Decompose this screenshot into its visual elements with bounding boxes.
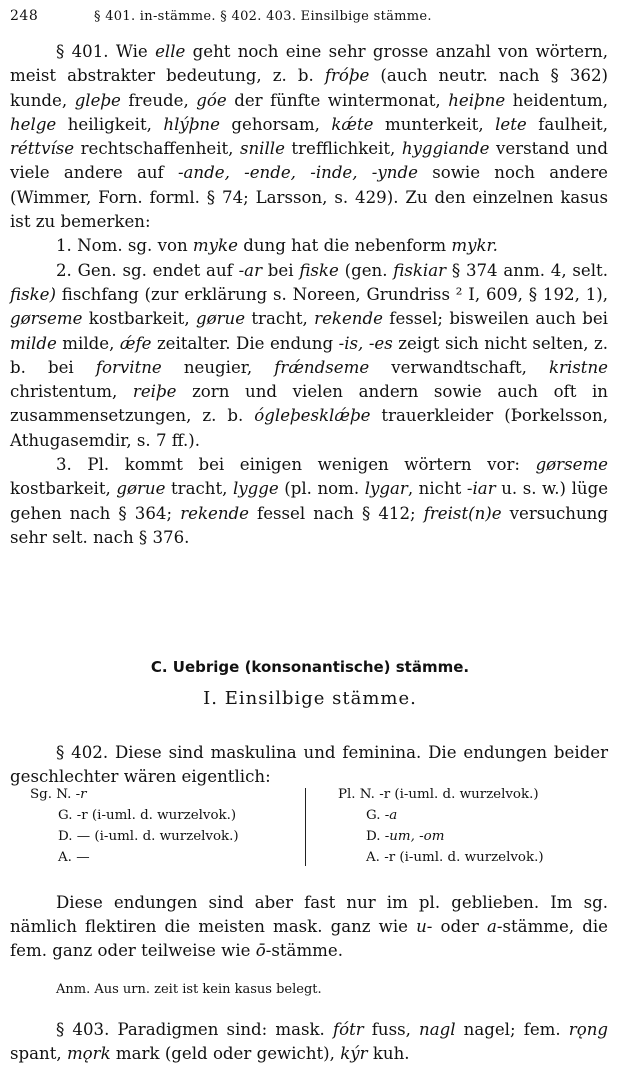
subsection-heading: I. Einsilbige stämme. (203, 688, 417, 709)
page-number: 248 (10, 8, 39, 24)
paragraph-item-3: 3. Pl. kommt bei einigen wenigen wörtern vor: gørseme kostbarkeit, gørue tracht, lygge (pl. nom. lygar, nicht -iar u. s. w.) lüge gehen nach § 364; rekende fessel nach § 412; freist(n)e versuchung sehr selt. nach § 376. (10, 455, 609, 547)
section-402-403-body (10, 874, 608, 1083)
table-row: G. -a (366, 808, 398, 823)
table-row: A. — (58, 850, 90, 865)
table-divider (305, 788, 306, 866)
plural-column (338, 784, 598, 868)
section-c-heading: C. Uebrige (konsonantische) stämme. (150, 658, 470, 676)
section-401-body (10, 40, 608, 550)
singular-column (30, 784, 300, 868)
table-row: G. -r (i-uml. d. wurzelvok.) (58, 808, 237, 823)
paragraph-402-continued: Diese endungen sind aber fast nur im pl. geblieben. Im sg. nämlich flektiren die meisten mask. ganz wie u- oder a-stämme, die fem. ganz oder teilweise wie ō-stämme. (10, 892, 608, 961)
annotation-note: Anm. Aus urn. zeit ist kein kasus belegt. (56, 982, 322, 998)
paragraph-403: § 403. Paradigmen sind: mask. fótr fuss, nagl nagel; fem. rǫng spant, mǫrk mark (geld oder gewicht), kýr kuh. (10, 1020, 609, 1064)
table-row: D. -um, -om (366, 829, 445, 844)
paragraph-402: § 402. Diese sind maskulina und feminina. Die endungen beider geschlechter wären eigentlich: (10, 742, 608, 786)
endings-table (30, 784, 590, 868)
paragraph-item-2: 2. Gen. sg. endet auf -ar bei fiske (gen. fiskiar § 374 anm. 4, selt. fiske) fischfang (zur erklärung s. Noreen, Grundriss ² I, 609, § 192, 1), gørseme kostbarkeit, gørue tracht, rekende fessel; bisweilen auch bei milde milde, ǽfe zeitalter. Die endung -is, -es zeigt sich nicht selten, z. b. bei forvitne neugier, frǽndseme verwandtschaft, kristne christentum, reiþe zorn und vielen andern sowie auch oft in zusammensetzungen, z. b. óglеþesklǽþe trauerkleider (Þorkelsson, Athugasemdir, s. 7 ff.). (10, 260, 609, 450)
running-title: § 401. in-stämme. § 402. 403. Einsilbige stämme. (94, 9, 432, 24)
table-row: Sg. N. -r (30, 787, 87, 802)
page-header (10, 8, 610, 30)
paragraph-item-1: 1. Nom. sg. von myke dung hat die nebenform mykr. (56, 236, 498, 256)
table-row: D. — (i-uml. d. wurzelvok.) (58, 829, 239, 844)
paragraph-401: § 401. Wie elle geht noch eine sehr grosse anzahl von wörtern, meist abstrakter bedeutung, z. b. fróþe (auch neutr. nach § 362) kunde, gleþe freude, góe der fünfte wintermonat, heiþne heidentum, helge heiligkeit, hlýþne gehorsam, kǽte munterkeit, lete faulheit, réttvíse rechtschaffenheit, snille trefflichkeit, hyggiande verstand und viele andere auf -ande, -ende, -inde, -ynde sowie noch andere (Wimmer, Forn. forml. § 74; Larsson, s. 429). Zu den einzelnen kasus ist zu bemerken: (10, 42, 608, 232)
table-row: Pl. N. -r (i-uml. d. wurzelvok.) (338, 787, 539, 802)
table-row: A. -r (i-uml. d. wurzelvok.) (366, 850, 544, 865)
